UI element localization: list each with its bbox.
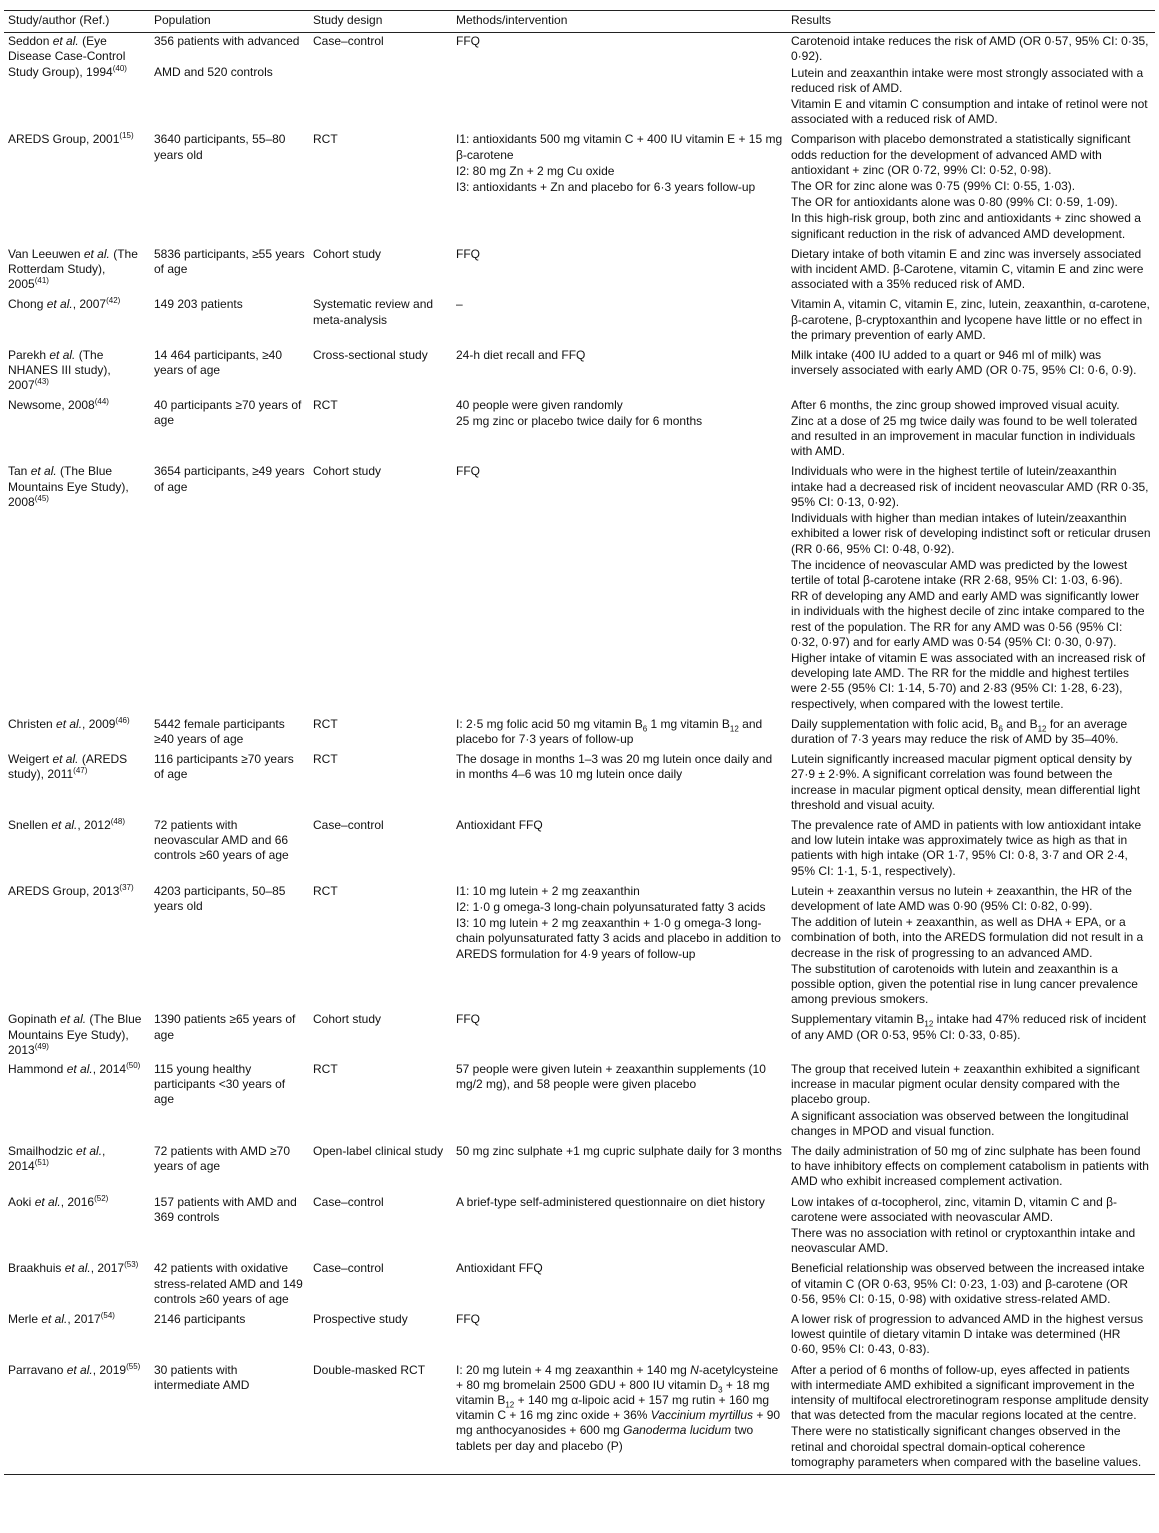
cell-design: Cohort study	[313, 246, 382, 261]
cell-author: Merle et al., 2017$^{(54)}$	[8, 1311, 115, 1327]
cell-design: Cohort study	[313, 1012, 382, 1027]
cell-design: Open-label clinical study	[313, 1144, 444, 1159]
cell-results: After a period of 6 months of follow-up, eyes affected in patients with intermediate AMD exhibited a significant improvement in the intensity of multifocal electroretinogram response amplitude density that was detected from the macular regions located at the centre. There were no statistically significant changes observed in the retinal and choroidal spectral domain-optical coherence tomography parameters when compared with the baseline values.	[787, 1362, 1155, 1475]
cell-population: 4203 participants, 50–85 years old	[154, 883, 286, 913]
cell-population: 42 patients with oxidative stress-related AMD and 149 controls ≥60 years of age	[154, 1261, 303, 1306]
cell-population: 3654 participants, ≥49 years of age	[154, 464, 305, 494]
cell-methods: The dosage in months 1–3 was 20 mg lutein once daily and in months 4–6 was 10 mg lutein once daily	[456, 752, 773, 782]
cell-population: 356 patients with advanced AMD and 520 controls	[154, 34, 300, 79]
cell-design: RCT	[313, 716, 338, 731]
cell-results: The group that received lutein + zeaxanthin exhibited a significant increase in macular pigment ocular density compared with the placebo group. A significant association was observed between the longitudinal changes in MPOD and visual function.	[791, 1062, 1140, 1138]
cell-design: Double-masked RCT	[309, 1362, 452, 1475]
cell-methods: I1: 10 mg lutein + 2 mg zeaxanthin I2: 1·0 g omega-3 long-chain polyunsaturated fatty 3 acids I3: 10 mg lutein + 2 mg zeaxanthin + 1·0 g omega-3 long-chain polyunsaturated fatty 3 acids and placebo in addition to AREDS formulation for 4·9 years of follow-up	[456, 883, 781, 961]
cell-results: Vitamin A, vitamin C, vitamin E, zinc, lutein, zeaxanthin, α-carotene, β-carotene, β-cryptoxanthin and lycopene have little or no effect in the primary prevention of early AMD.	[791, 297, 1150, 342]
cell-design: RCT	[313, 132, 338, 147]
table-row	[4, 246, 1155, 297]
cell-population: 72 patients with AMD ≥70 years of age	[154, 1144, 290, 1174]
cell-design: Cohort study	[313, 464, 382, 479]
cell-methods: Antioxidant FFQ	[456, 1261, 543, 1276]
cell-design: RCT	[313, 752, 338, 767]
cell-design: Case–control	[313, 34, 384, 49]
cell-population: 40 participants ≥70 years of age	[154, 397, 302, 427]
cell-results: After 6 months, the zinc group showed improved visual acuity. Zinc at a dose of 25 mg twice daily was found to be well tolerated and resulted in an improvement in macular function in individuals with AMD.	[791, 397, 1138, 459]
cell-design: Cross-sectional study	[313, 348, 428, 363]
cell-population: 116 participants ≥70 years of age	[154, 752, 294, 782]
cell-methods: 57 people were given lutein + zeaxanthin supplements (10 mg/2 mg), and 58 people were given placebo	[456, 1062, 766, 1092]
cell-methods: A brief-type self-administered questionnaire on diet history	[456, 1194, 765, 1209]
cell-author: Smailhodzic et al., 2014$^{(51)}$	[8, 1144, 106, 1174]
table-row	[4, 33, 1155, 132]
table-body	[4, 33, 1155, 1475]
cell-results: Supplementary vitamin $B_{12}$ intake had 47% reduced risk of incident of any AMD (OR 0·53, 95% CI: 0·33, 0·85).	[791, 1012, 1147, 1042]
cell-author: Gopinath et al. (The Blue Mountains Eye Study), 2013$^{(49)}$	[8, 1012, 142, 1057]
cell-author: Aoki et al., 2016$^{(52)}$	[8, 1193, 109, 1209]
cell-population: 115 young healthy participants <30 years of age	[154, 1062, 286, 1107]
table-row	[4, 1311, 1155, 1362]
header-design: Study design	[309, 11, 452, 33]
cell-design: Prospective study	[313, 1312, 408, 1327]
cell-author: Seddon et al. (Eye Disease Case-Control Study Group), 1994$^{(40)}$	[8, 34, 127, 79]
cell-results: The daily administration of 50 mg of zinc sulphate has been found to have inhibitory effects on complement catabolism in patients with AMD who exhibit increased complement activation.	[791, 1144, 1149, 1189]
table-row	[4, 1143, 1155, 1194]
header-results: Results	[787, 11, 1155, 33]
cell-results: Comparison with placebo demonstrated a statistically significant odds reduction for the development of advanced AMD with antioxidant + zinc (OR 0·72, 99% CI: 0·52, 0·98). The OR for zinc alone was 0·75 (99% CI: 0·55, 1·03). The OR for antioxidants alone was 0·80 (99% CI: 0·59, 1·09). In this high-risk group, both zinc and antioxidants + zinc showed a significant reduction in the risk of advanced AMD development.	[791, 132, 1141, 241]
cell-results: Individuals who were in the highest tertile of lutein/zeaxanthin intake had a decreased risk of incident neovascular AMD (RR 0·35, 95% CI: 0·13, 0·92). Individuals with higher than median intakes of lutein/zeaxanthin exhibited a lower risk of developing indistinct soft or reticular drusen (RR 0·66, 95% CI: 0·48, 0·92). The incidence of neovascular AMD was predicted by the lowest tertile of total β-carotene intake (RR 2·68, 95% CI: 1·03, 6·96). RR of developing any AMD and early AMD was significantly lower in individuals with the highest decile of zinc intake compared to the rest of the population. The RR for any AMD was 0·56 (95% CI: 0·32, 0·97) and for early AMD was 0·54 (95% CI: 0·30, 0·97). Higher intake of vitamin E was associated with an increased risk of developing late AMD. The RR for the middle and highest tertiles were 2·55 (95% CI: 1·14, 5·70) and 2·83 (95% CI: 1·28, 6·23), respectively, when compared with the lowest tertile.	[791, 464, 1151, 711]
table-row	[4, 463, 1155, 715]
cell-results: Dietary intake of both vitamin E and zinc was inversely associated with incident AMD. β-Carotene, vitamin C, vitamin E and zinc were associated with a 35% reduced risk of AMD.	[791, 246, 1144, 292]
cell-population: 14 464 participants, ≥40 years of age	[154, 348, 283, 378]
cell-author: Parravano et al., 2019$^{(55)}$	[4, 1362, 150, 1475]
cell-author: Braakhuis et al., 2017$^{(53)}$	[8, 1260, 139, 1276]
cell-methods: I: 2·5 mg folic acid 50 mg vitamin $B_6$ 1 mg vitamin $B_{12}$ and placebo for 7·3 years of follow-up	[456, 716, 763, 746]
cell-author: AREDS Group, 2001$^{(15)}$	[8, 131, 134, 147]
cell-methods: FFQ	[456, 464, 480, 479]
cell-design: RCT	[313, 883, 338, 898]
cell-design: Systematic review and meta-analysis	[313, 297, 434, 327]
table-row	[4, 347, 1155, 397]
cell-methods: I: 20 mg lutein + 4 mg zeaxanthin + 140 mg N-acetylcysteine + 80 mg bromelain 2500 GDU + 800 IU vitamin $D_3 + 18$ mg vitamin $B_{12} + 140$ mg α-lipoic acid + 157 mg rutin + 160 mg vitamin C + 16 mg zinc oxide + 36% Vaccinium myrtillus + 90 mg anthocyanosides + 600 mg Ganoderma lucidum two tablets per day and placebo (P)	[452, 1362, 787, 1475]
cell-results: Lutein significantly increased macular pigment optical density by 27·9 ± 2·9%. A significant correlation was found between the increase in macular pigment optical density, mean differential light threshold and visual acuity.	[791, 752, 1141, 812]
cell-methods: I1: antioxidants 500 mg vitamin C + 400 IU vitamin E + 15 mg β-carotene I2: 80 mg Zn + 2 mg Cu oxide I3: antioxidants + Zn and placebo for 6·3 years follow-up	[456, 132, 783, 195]
table-row	[4, 716, 1155, 751]
cell-author: Van Leeuwen et al. (The Rotterdam Study), 2005$^{(41)}$	[8, 246, 138, 292]
cell-design: Case–control	[313, 1194, 384, 1209]
table-row	[4, 1011, 1155, 1061]
table-row	[4, 296, 1155, 347]
cell-population: 3640 participants, 55–80 years old	[154, 132, 286, 162]
table-row	[4, 1194, 1155, 1261]
cell-population: 72 patients with neovascular AMD and 66 controls ≥60 years of age	[154, 817, 289, 863]
table-row	[4, 817, 1155, 883]
table-row	[4, 397, 1155, 464]
studies-table	[4, 10, 1155, 1475]
cell-methods: 50 mg zinc sulphate +1 mg cupric sulphate daily for 3 months	[456, 1144, 782, 1159]
cell-methods: FFQ	[456, 34, 480, 49]
cell-author: Snellen et al., 2012$^{(48)}$	[8, 816, 125, 832]
table-row	[4, 1061, 1155, 1143]
header-population: Population	[150, 11, 309, 33]
cell-methods: 24-h diet recall and FFQ	[456, 348, 586, 363]
cell-population: 2146 participants	[154, 1312, 246, 1327]
cell-population: 30 patients with intermediate AMD	[150, 1362, 309, 1475]
cell-author: Hammond et al., 2014$^{(50)}$	[8, 1061, 141, 1076]
cell-design: Case–control	[313, 1261, 384, 1276]
cell-results: Milk intake (400 IU added to a quart or 946 ml of milk) was inversely associated with early AMD (OR 0·75, 95% CI: 0·6, 0·9).	[791, 348, 1137, 378]
cell-author: Newsome, 2008$^{(44)}$	[8, 396, 109, 412]
cell-results: A lower risk of progression to advanced AMD in the highest versus lowest quintile of dietary vitamin D intake was determined (HR 0·60, 95% CI: 0·43, 0·83).	[791, 1312, 1144, 1357]
cell-results: Daily supplementation with folic acid, $B_6$ and $B_{12}$ for an average duration of 7·3 years may reduce the risk of AMD by 35–40%.	[791, 716, 1128, 746]
cell-population: 149 203 patients	[154, 297, 243, 312]
cell-methods: 40 people were given randomly 25 mg zinc or placebo twice daily for 6 months	[456, 397, 703, 428]
cell-results: Low intakes of α-tocopherol, zinc, vitamin D, vitamin C and β-carotene were associated with neovascular AMD. There was no association with retinol or cryptoxanthin intake and neovascular AMD.	[791, 1194, 1136, 1256]
cell-results: Carotenoid intake reduces the risk of AMD (OR 0·57, 95% CI: 0·35, 0·92). Lutein and zeaxanthin intake were most strongly associated with a reduced risk of AMD. Vitamin E and vitamin C consumption and intake of retinol were not associated with a reduced risk of AMD.	[791, 34, 1149, 127]
cell-results: Lutein + zeaxanthin versus no lutein + zeaxanthin, the HR of the development of late AMD was 0·90 (95% CI: 0·82, 0·99). The addition of lutein + zeaxanthin, as well as DHA + EPA, or a combination of both, into the AREDS formulation did not result in a decrease in the risk of progressing to an advanced AMD. The substitution of carotenoids with lutein and zeaxanthin is a possible option, given the potential rise in lung cancer prevalence among previous smokers.	[791, 883, 1144, 1007]
header-author: Study/author (Ref.)	[4, 11, 150, 33]
table-row	[4, 1260, 1155, 1311]
header-methods: Methods/intervention	[452, 11, 787, 33]
cell-population: 5442 female participants ≥40 years of age	[154, 716, 285, 746]
cell-author: Parekh et al. (The NHANES III study), 2007$^{(43)}$	[8, 348, 111, 393]
cell-author: Tan et al. (The Blue Mountains Eye Study), 2008$^{(45)}$	[8, 464, 129, 509]
cell-results: Beneficial relationship was observed between the increased intake of vitamin C (OR 0·63, 95% CI: 0·23, 1·03) and β-carotene (OR 0·56, 95% CI: 0·15, 0·98) with oxidative stress-related AMD.	[791, 1261, 1145, 1306]
cell-author: AREDS Group, 2013$^{(37)}$	[8, 882, 134, 898]
cell-methods: FFQ	[456, 246, 480, 261]
cell-author: Weigert et al. (AREDS study), 2011$^{(47)}$	[8, 752, 128, 782]
table-row	[4, 883, 1155, 1012]
cell-author: Christen et al., 2009$^{(46)}$	[8, 715, 130, 731]
table-header	[4, 11, 1155, 33]
cell-design: Case–control	[313, 817, 384, 832]
table-row	[4, 751, 1155, 817]
cell-author: Chong et al., 2007$^{(42)}$	[8, 296, 121, 312]
cell-population: 157 patients with AMD and 369 controls	[154, 1194, 297, 1224]
cell-population: 5836 participants, ≥55 years of age	[154, 246, 305, 277]
cell-methods: FFQ	[456, 1012, 480, 1027]
cell-results: The prevalence rate of AMD in patients with low antioxidant intake and low lutein intake was approximately twice as high as that in patients with high intake (OR 1·7, 95% CI: 0·8, 3·7 and OR 2·4, 95% CI: 1·1, 5·1, respectively).	[791, 817, 1142, 878]
cell-methods: Antioxidant FFQ	[456, 817, 543, 832]
table-row	[4, 1362, 1155, 1475]
cell-population: 1390 patients ≥65 years of age	[154, 1012, 296, 1042]
cell-design: RCT	[313, 397, 338, 412]
table-row	[4, 131, 1155, 245]
cell-methods: FFQ	[456, 1312, 480, 1327]
cell-design: RCT	[313, 1062, 338, 1076]
cell-methods: –	[456, 297, 463, 312]
